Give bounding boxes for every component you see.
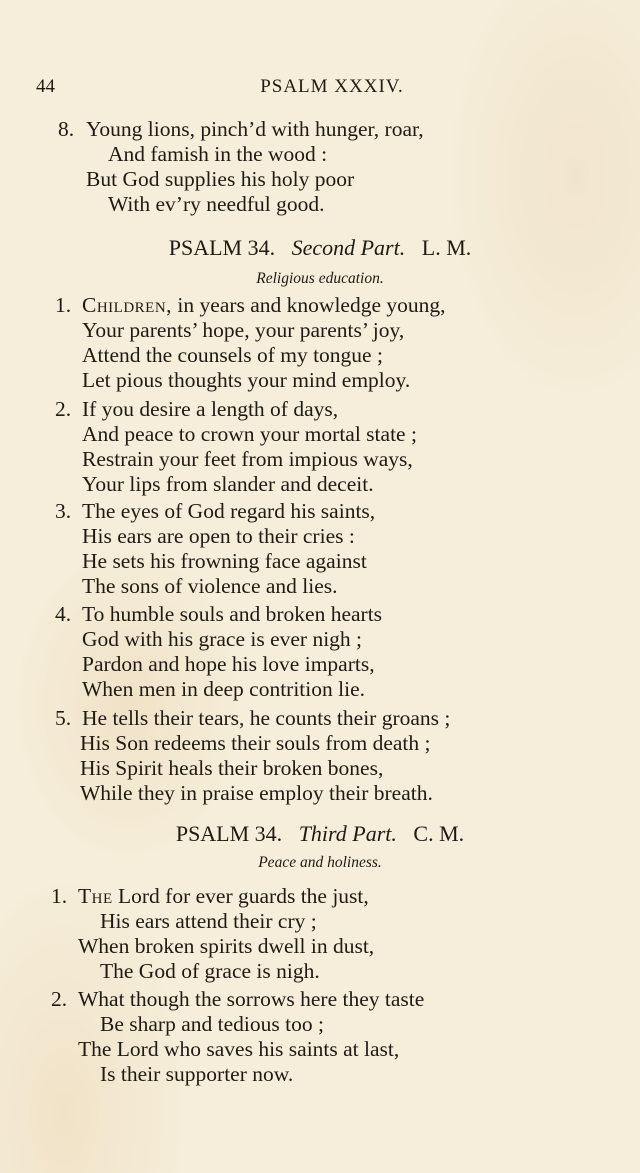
- verse-line: What though the sorrows here they taste: [78, 987, 425, 1011]
- verse-line: Your parents’ hope, your parents’ joy,: [82, 318, 405, 342]
- verse-line: The God of grace is nigh.: [100, 959, 320, 983]
- stanza-number: 5.: [55, 706, 72, 730]
- verse-line: Pardon and hope his love imparts,: [82, 652, 375, 676]
- verse-line: The sons of violence and lies.: [82, 574, 338, 598]
- verse-line: When broken spirits dwell in dust,: [78, 934, 375, 958]
- verse-line: His Spirit heals their broken bones,: [80, 756, 384, 780]
- verse-line: Attend the counsels of my tongue ;: [82, 343, 383, 367]
- stanza-number: 3.: [55, 499, 72, 523]
- heading-meter: L. M.: [421, 235, 472, 260]
- verse-line: He sets his frowning face against: [82, 549, 367, 573]
- stanza-number: 2.: [55, 397, 72, 421]
- verse-line: The Lord for ever guards the just,: [78, 884, 369, 908]
- section-subtitle: Religious education.: [256, 270, 384, 287]
- heading-psalm: PSALM 34.: [175, 821, 283, 846]
- heading-part: Second Part.: [291, 235, 406, 260]
- verse-line: And peace to crown your mortal state ;: [82, 422, 417, 446]
- running-title: PSALM XXXIV.: [260, 76, 404, 97]
- heading-psalm: PSALM 34.: [168, 235, 276, 260]
- verse-line: The eyes of God regard his saints,: [82, 499, 376, 523]
- verse-line: Is their supporter now.: [100, 1062, 294, 1086]
- verse-line: His Son redeems their souls from death ;: [80, 731, 431, 755]
- verse-line: And famish in the wood :: [108, 142, 328, 166]
- verse-line: He tells their tears, he counts their groans ;: [82, 706, 451, 730]
- verse-line: Be sharp and tedious too ;: [100, 1012, 324, 1036]
- stanza-number: 4.: [55, 602, 72, 626]
- verse-line: But God supplies his holy poor: [86, 167, 355, 191]
- verse-line: His ears are open to their cries :: [82, 524, 355, 548]
- page-number: 44: [36, 76, 55, 97]
- verse-line: His ears attend their cry ;: [100, 909, 317, 933]
- verse-line: Restrain your feet from impious ways,: [82, 447, 413, 471]
- first-word: The: [78, 884, 113, 908]
- page-header: [0, 76, 640, 102]
- first-word: Children,: [82, 293, 173, 317]
- verse-line: With ev’ry needful good.: [108, 192, 325, 216]
- section-subtitle: Peace and holiness.: [258, 854, 382, 871]
- stanza-number: 2.: [51, 987, 68, 1011]
- verse-line: The Lord who saves his saints at last,: [78, 1037, 400, 1061]
- verse-line: To humble souls and broken hearts: [82, 602, 383, 626]
- verse-line: While they in praise employ their breath.: [80, 781, 433, 805]
- section-heading: [0, 821, 640, 847]
- verse-line: When men in deep contrition lie.: [82, 677, 365, 701]
- stanza-number: 8.: [58, 117, 75, 141]
- stanza-number: 1.: [51, 884, 68, 908]
- verse-line: Let pious thoughts your mind employ.: [82, 368, 411, 392]
- stanza-number: 1.: [55, 293, 72, 317]
- verse-line: Your lips from slander and deceit.: [82, 472, 374, 496]
- section-heading: [0, 235, 640, 261]
- verse-line: Young lions, pinch’d with hunger, roar,: [86, 117, 424, 141]
- verse-line: God with his grace is ever nigh ;: [82, 627, 363, 651]
- heading-meter: C. M.: [413, 821, 465, 846]
- verse-line: If you desire a length of days,: [82, 397, 339, 421]
- verse-line: Children, in years and knowledge young,: [82, 293, 446, 317]
- heading-part: Third Part.: [298, 821, 397, 846]
